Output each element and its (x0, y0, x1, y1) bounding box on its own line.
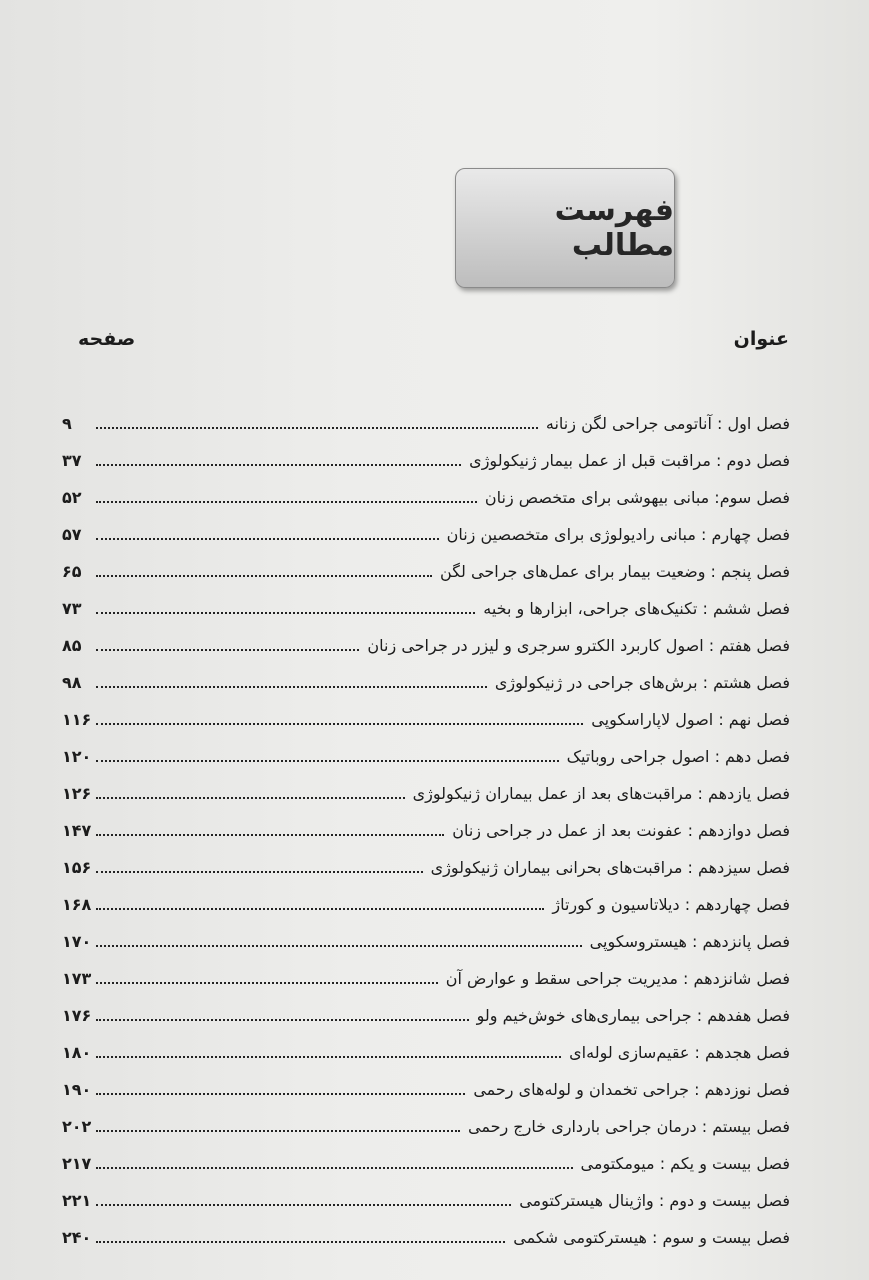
column-header-title: عنوان (733, 328, 789, 350)
toc-entry-page-number: ۱۲۰ (62, 747, 92, 766)
toc-entry-title: فصل چهارم : مبانی رادیولوژی برای متخصصین زنان (446, 525, 790, 544)
dotted-leader (96, 982, 438, 984)
dotted-leader (96, 1056, 561, 1058)
toc-entry (62, 849, 790, 886)
toc-entry (62, 1182, 790, 1219)
toc-entry-page-number: ۱۷۳ (62, 969, 92, 988)
toc-entry-page-number: ۲۴۰ (62, 1228, 92, 1247)
dotted-leader (96, 501, 477, 503)
toc-entry (62, 664, 790, 701)
toc-entry-title: فصل شانزدهم : مدیریت جراحی سقط و عوارض آن (445, 969, 790, 988)
dotted-leader (96, 538, 439, 540)
toc-entry (62, 1108, 790, 1145)
dotted-leader (96, 1167, 573, 1169)
toc-entry (62, 738, 790, 775)
toc-entry-page-number: ۳۷ (62, 451, 82, 470)
toc-entry-title: فصل هجدهم : عقیم‌سازی لوله‌ای (569, 1043, 790, 1062)
toc-entry-page-number: ۱۹۰ (62, 1080, 92, 1099)
dotted-leader (96, 723, 583, 725)
toc-entry (62, 442, 790, 479)
toc-entry (62, 627, 790, 664)
toc-entry-page-number: ۲۱۷ (62, 1154, 92, 1173)
toc-entry-title: فصل هفدهم : جراحی بیماری‌های خوش‌خیم ولو (476, 1006, 790, 1025)
toc-entry (62, 886, 790, 923)
toc-entry (62, 775, 790, 812)
dotted-leader (96, 1204, 511, 1206)
title-box (455, 168, 675, 288)
dotted-leader (96, 1093, 465, 1095)
toc-entry (62, 479, 790, 516)
dotted-leader (96, 797, 405, 799)
dotted-leader (96, 575, 432, 577)
page-title: فهرست مطالب (554, 193, 674, 263)
toc-entry-title: فصل یازدهم : مراقبت‌های بعد از عمل بیماران ژنیکولوژی (412, 784, 790, 803)
toc-entry-page-number: ۲۲۱ (62, 1191, 92, 1210)
toc-entry-title: فصل پنجم : وضعیت بیمار برای عمل‌های جراحی لگن (440, 562, 790, 581)
toc-entry (62, 997, 790, 1034)
dotted-leader (96, 1241, 505, 1243)
toc-entry (62, 516, 790, 553)
dotted-leader (96, 945, 582, 947)
dotted-leader (96, 871, 423, 873)
toc-entry (62, 1145, 790, 1182)
toc-entry-title: فصل نهم : اصول لاپاراسکوپی (591, 710, 790, 729)
toc-entry-page-number: ۵۲ (62, 488, 82, 507)
toc-entry (62, 812, 790, 849)
toc-entry (62, 1034, 790, 1071)
dotted-leader (96, 427, 538, 429)
toc-entry-title: فصل بیست و سوم : هیسترکتومی شکمی (513, 1228, 790, 1247)
dotted-leader (96, 908, 544, 910)
toc-entry-page-number: ۱۷۰ (62, 932, 92, 951)
toc-entry (62, 1219, 790, 1256)
toc-entry-page-number: ۲۰۲ (62, 1117, 92, 1136)
toc-entry (62, 701, 790, 738)
toc-entry (62, 923, 790, 960)
toc-entry-title: فصل اول : آناتومی جراحی لگن زنانه (545, 414, 790, 433)
toc-entry-page-number: ۷۳ (62, 599, 82, 618)
toc-entry-page-number: ۱۷۶ (62, 1006, 92, 1025)
toc-entry-title: فصل نوزدهم : جراحی تخمدان و لوله‌های رحمی (473, 1080, 790, 1099)
toc-entry-page-number: ۶۵ (62, 562, 82, 581)
dotted-leader (96, 1019, 469, 1021)
toc-entry-page-number: ۸۵ (62, 636, 82, 655)
dotted-leader (96, 464, 461, 466)
toc-entry-page-number: ۱۴۷ (62, 821, 92, 840)
dotted-leader (96, 686, 487, 688)
table-of-contents (62, 405, 790, 1256)
toc-entry-title: فصل سوم: مبانی بیهوشی برای متخصص زنان (484, 488, 790, 507)
toc-entry-title: فصل هشتم : برش‌های جراحی در ژنیکولوژی (494, 673, 790, 692)
toc-entry-title: فصل ششم : تکنیک‌های جراحی، ابزارها و بخیه (483, 599, 790, 618)
dotted-leader (96, 612, 475, 614)
toc-entry-title: فصل دوم : مراقبت قبل از عمل بیمار ژنیکولوژی (469, 451, 790, 470)
toc-entry-title: فصل سیزدهم : مراقبت‌های بحرانی بیماران ژنیکولوژی (430, 858, 790, 877)
toc-entry (62, 960, 790, 997)
toc-entry-title: فصل چهاردهم : دیلاتاسیون و کورتاژ (552, 895, 790, 914)
column-header-page: صفحه (78, 328, 136, 350)
toc-entry (62, 553, 790, 590)
toc-entry-page-number: ۱۸۰ (62, 1043, 92, 1062)
toc-entry-title: فصل بیست و دوم : واژینال هیسترکتومی (519, 1191, 790, 1210)
toc-entry-page-number: ۱۲۶ (62, 784, 92, 803)
toc-entry-page-number: ۱۱۶ (62, 710, 92, 729)
dotted-leader (96, 649, 359, 651)
toc-entry-title: فصل هفتم : اصول کاربرد الکترو سرجری و لیزر در جراحی زنان (367, 636, 790, 655)
toc-entry-title: فصل دهم : اصول جراحی روباتیک (566, 747, 790, 766)
toc-entry (62, 405, 790, 442)
toc-entry (62, 590, 790, 627)
toc-entry-title: فصل بیست و یکم : میومکتومی (580, 1154, 790, 1173)
dotted-leader (96, 834, 444, 836)
toc-entry-title: فصل بیستم : درمان جراحی بارداری خارج رحمی (468, 1117, 790, 1136)
toc-entry-page-number: ۱۶۸ (62, 895, 92, 914)
dotted-leader (96, 1130, 460, 1132)
toc-entry-page-number: ۹ (62, 414, 72, 433)
dotted-leader (96, 760, 559, 762)
toc-entry-page-number: ۹۸ (62, 673, 82, 692)
toc-entry-title: فصل دوازدهم : عفونت بعد از عمل در جراحی زنان (452, 821, 790, 840)
toc-entry-page-number: ۵۷ (62, 525, 82, 544)
toc-entry (62, 1071, 790, 1108)
toc-entry-title: فصل پانزدهم : هیستروسکوپی (589, 932, 790, 951)
toc-entry-page-number: ۱۵۶ (62, 858, 92, 877)
